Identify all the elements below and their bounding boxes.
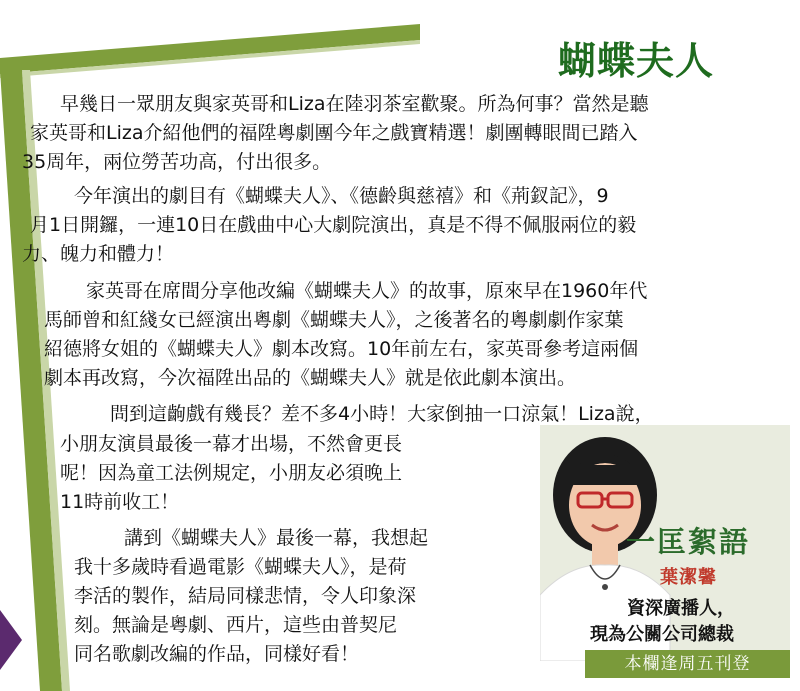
text-line: 劇本再改寫，今次福陞出品的《蝴蝶夫人》就是依此劇本演出。 <box>44 367 577 389</box>
text-line: 刻。無論是粵劇、西片，這些由普契尼 <box>74 614 398 636</box>
text-line: 呢！因為童工法例規定，小朋友必須晚上 <box>60 462 403 484</box>
column-name: 一匡絮語 <box>626 525 751 559</box>
text-line: 紹德將女姐的《蝴蝶夫人》劇本改寫。10年前左右，家英哥參考這兩個 <box>44 338 639 360</box>
text-line: 早幾日一眾朋友與家英哥和Liza在陸羽茶室歡聚。所為何事？當然是聽 <box>60 93 649 115</box>
purple-arrow-icon <box>0 610 22 670</box>
text-line: 11時前收工！ <box>60 491 180 513</box>
article-title: 蝴蝶夫人 <box>557 38 714 83</box>
text-line: 家英哥和Liza介紹他們的福陞粵劇團今年之戲寶精選！劇團轉眼間已踏入 <box>30 122 638 144</box>
text-line: 李活的製作，結局同樣悲情，令人印象深 <box>74 585 417 607</box>
author-bio-line-1: 資深廣播人， <box>627 598 735 619</box>
text-line: 家英哥在席間分享他改編《蝴蝶夫人》的故事，原來早在1960年代 <box>86 280 648 302</box>
text-line: 35周年，兩位勞苦功高，付出很多。 <box>22 151 332 173</box>
text-line: 我十多歲時看過電影《蝴蝶夫人》，是荷 <box>74 556 407 578</box>
text-line: 小朋友演員最後一幕才出場，不然會更長 <box>60 433 403 455</box>
text-line: 馬師曾和紅綫女已經演出粵劇《蝴蝶夫人》，之後著名的粵劇劇作家葉 <box>44 309 624 331</box>
author-bio-line-2: 現為公關公司總裁 <box>590 624 734 645</box>
text-line: 月1日開鑼，一連10日在戲曲中心大劇院演出，真是不得不佩服兩位的毅 <box>30 214 637 236</box>
publication-schedule-banner: 本欄逢周五刊登 <box>585 650 790 678</box>
text-line: 力、魄力和體力！ <box>22 243 175 265</box>
text-line: 講到《蝴蝶夫人》最後一幕，我想起 <box>124 527 429 549</box>
text-line: 今年演出的劇目有《蝴蝶夫人》、《德齡與慈禧》和《荊釵記》，9 <box>74 185 609 207</box>
text-line: 同名歌劇改編的作品，同樣好看！ <box>74 643 360 665</box>
author-name: 葉潔馨 <box>660 567 717 588</box>
text-line: 問到這齣戲有幾長？差不多4小時！大家倒抽一口涼氣！Liza說， <box>110 403 654 425</box>
